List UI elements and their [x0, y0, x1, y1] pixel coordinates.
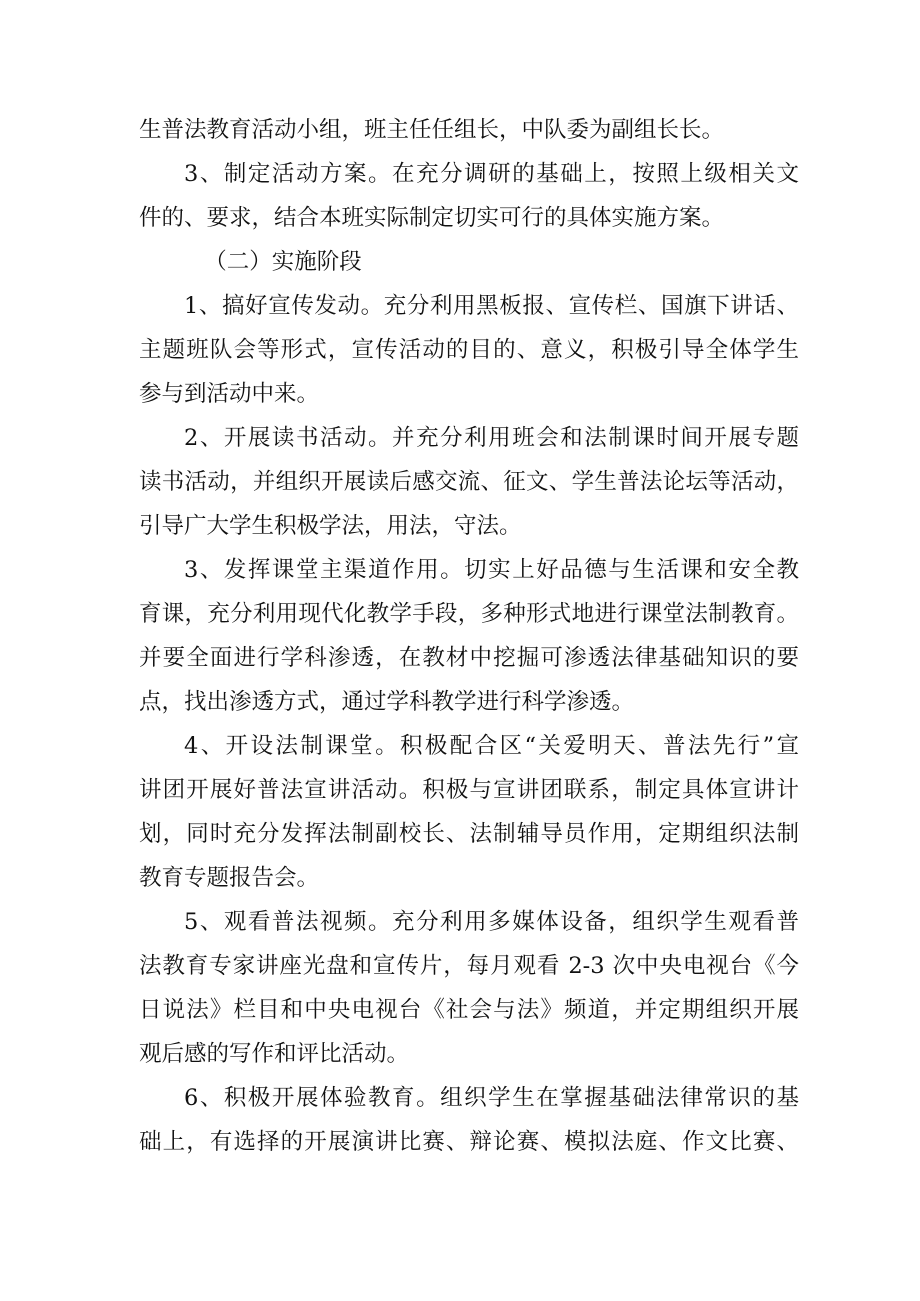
section-heading-text: （二）实施阶段 — [204, 249, 362, 275]
document-body — [139, 108, 799, 1164]
text-line: 主题班队会等形式，宣传活动的目的、意义，积极引导全体学生 — [139, 337, 799, 363]
paragraph-experience-education — [139, 1076, 799, 1164]
text-line: 教育专题报告会。 — [139, 865, 320, 891]
text-line: 读书活动，并组织开展读后感交流、征文、学生普法论坛等活动， — [139, 469, 799, 495]
text-line: 1、搞好宣传发动。充分利用黑板报、宣传栏、国旗下讲话、 — [184, 293, 799, 319]
paragraph-classroom-channel — [139, 548, 799, 724]
text-line: 育课，充分利用现代化教学手段，多种形式地进行课堂法制教育。 — [139, 601, 799, 627]
paragraph-law-videos — [139, 900, 799, 1076]
text-line: 件的、要求，结合本班实际制定切实可行的具体实施方案。 — [139, 205, 725, 231]
text-line: 参与到活动中来。 — [139, 381, 320, 407]
text-line: 6、积极开展体验教育。组织学生在掌握基础法律常识的基 — [184, 1085, 799, 1111]
text-line: 法教育专家讲座光盘和宣传片，每月观看 2-3 次中央电视台《今 — [139, 953, 799, 979]
text-line: 生普法教育活动小组，班主任任组长，中队委为副组长长。 — [139, 117, 725, 143]
text-line: 点，找出渗透方式，通过学科教学进行科学渗透。 — [139, 689, 635, 715]
paragraph-publicity — [139, 284, 799, 416]
text-line: 并要全面进行学科渗透，在教材中挖掘可渗透法律基础知识的要 — [139, 645, 799, 671]
paragraph-group-leadership — [139, 108, 799, 152]
text-line: 划，同时充分发挥法制副校长、法制辅导员作用，定期组织法制 — [139, 821, 799, 847]
text-line: 3、制定活动方案。在充分调研的基础上，按照上级相关文 — [184, 161, 799, 187]
text-line: 4、开设法制课堂。积极配合区“关爱明天、普法先行”宣 — [184, 733, 799, 759]
text-line: 讲团开展好普法宣讲活动。积极与宣讲团联系，制定具体宣讲计 — [139, 777, 799, 803]
paragraph-law-classroom — [139, 724, 799, 900]
paragraph-reading-activity — [139, 416, 799, 548]
text-line: 观后感的写作和评比活动。 — [139, 1041, 410, 1067]
text-line: 日说法》栏目和中央电视台《社会与法》频道，并定期组织开展 — [139, 997, 799, 1023]
section-heading-implementation — [139, 240, 799, 284]
text-line: 础上，有选择的开展演讲比赛、辩论赛、模拟法庭、作文比赛、 — [139, 1129, 799, 1155]
text-line: 2、开展读书活动。并充分利用班会和法制课时间开展专题 — [184, 425, 799, 451]
text-line: 引导广大学生积极学法，用法，守法。 — [139, 513, 522, 539]
text-line: 3、发挥课堂主渠道作用。切实上好品德与生活课和安全教 — [184, 557, 799, 583]
text-line: 5、观看普法视频。充分利用多媒体设备，组织学生观看普 — [184, 909, 799, 935]
paragraph-activity-plan — [139, 152, 799, 240]
